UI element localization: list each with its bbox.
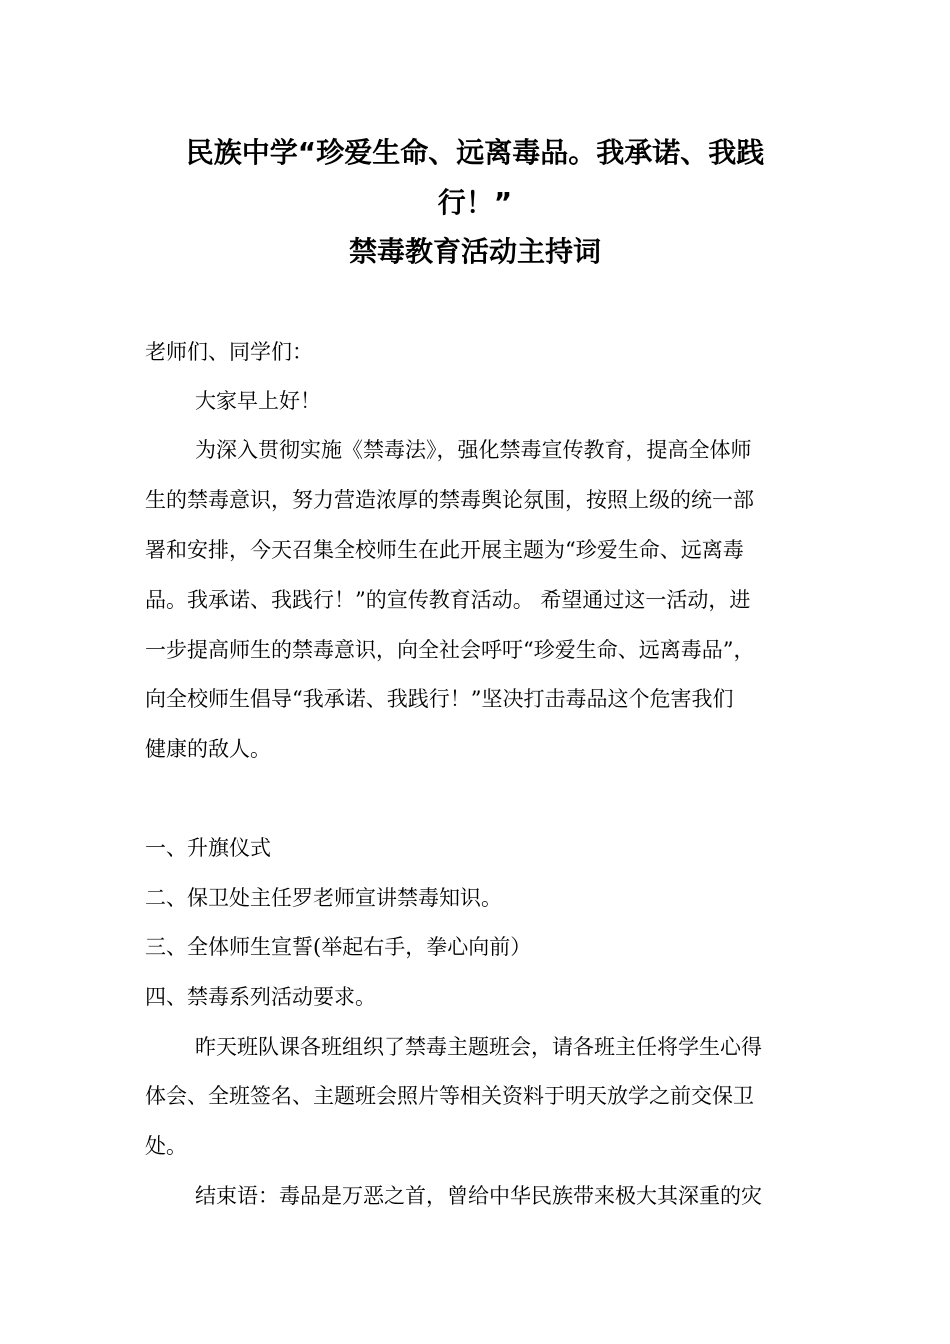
paragraph-line: 生的禁毒意识，努力营造浓厚的禁毒舆论氛围，按照上级的统一部 bbox=[145, 488, 754, 512]
greeting: 大家早上好！ bbox=[195, 389, 321, 413]
salutation: 老师们、同学们： bbox=[145, 340, 313, 364]
paragraph-line: 一步提高师生的禁毒意识，向全社会呼吁“珍爱生命、远离毒品”， bbox=[145, 638, 755, 662]
paragraph-line: 为深入贯彻实施《禁毒法》，强化禁毒宣传教育，提高全体师 bbox=[195, 438, 752, 462]
closing-line: 结束语：毒品是万恶之首，曾给中华民族带来极大其深重的灾 bbox=[195, 1184, 762, 1208]
paragraph-line: 体会、全班签名、主题班会照片等相关资料于明天放学之前交保卫 bbox=[145, 1084, 754, 1108]
paragraph-line: 健康的敌人。 bbox=[145, 737, 271, 761]
paragraph-line: 品。我承诺、我践行！”的宣传教育活动。 希望通过这一活动，进 bbox=[145, 588, 751, 612]
paragraph-line: 处。 bbox=[145, 1134, 187, 1158]
title-line-3: 禁毒教育活动主持词 bbox=[348, 235, 601, 268]
agenda-item-2: 二、保卫处主任罗老师宣讲禁毒知识。 bbox=[145, 886, 502, 910]
paragraph-line: 署和安排，今天召集全校师生在此开展主题为“珍爱生命、远离毒 bbox=[145, 538, 744, 562]
agenda-item-1: 一、升旗仪式 bbox=[145, 836, 271, 860]
agenda-item-3: 三、全体师生宣誓(举起右手，拳心向前） bbox=[145, 935, 532, 959]
paragraph-line: 向全校师生倡导“我承诺、我践行！”坚决打击毒品这个危害我们 bbox=[145, 687, 734, 711]
title-line-2: 行！” bbox=[437, 186, 513, 219]
paragraph-line: 昨天班队课各班组织了禁毒主题班会，请各班主任将学生心得 bbox=[195, 1035, 762, 1059]
agenda-item-4: 四、禁毒系列活动要求。 bbox=[145, 985, 376, 1009]
title-line-1: 民族中学“珍爱生命、远离毒品。我承诺、我践 bbox=[185, 136, 765, 169]
